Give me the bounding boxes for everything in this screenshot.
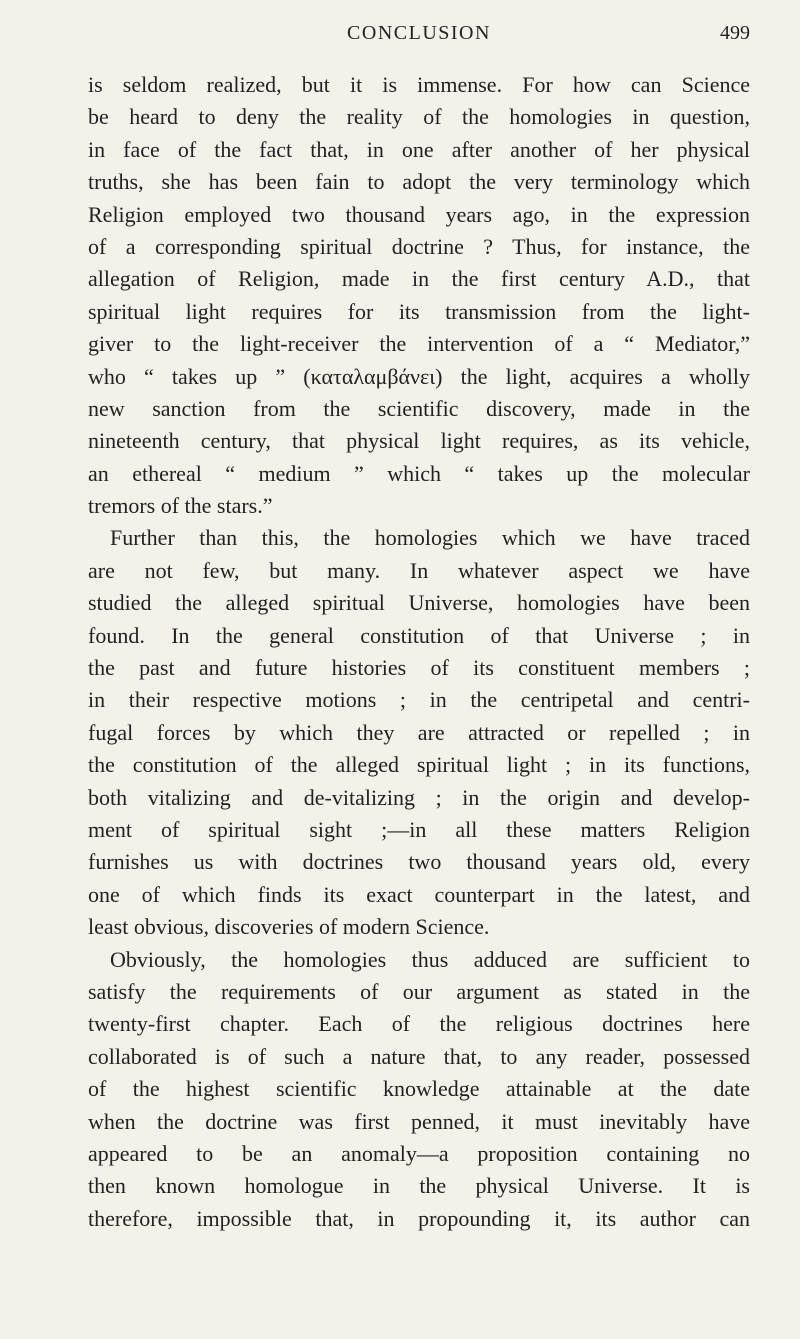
text-line: giver to the light-receiver the intervention of a “ Mediator,” (88, 331, 750, 357)
text-line: one of which finds its exact counterpart in the latest, and (88, 881, 750, 907)
text-line: in face of the fact that, in one after another of her physical (88, 136, 750, 162)
text-line: in their respective motions ; in the centripetal and centri- (88, 687, 750, 713)
text-line: who “ takes up ” (καταλαμβάνει) the light, acquires a wholly (88, 363, 750, 389)
text-line: Religion employed two thousand years ago, in the expression (88, 201, 750, 227)
text-line: be heard to deny the reality of the homologies in question, (88, 104, 750, 130)
text-line: when the doctrine was first penned, it must inevitably have (88, 1108, 750, 1134)
text-line: fugal forces by which they are attracted or repelled ; in (88, 719, 750, 745)
text-line: studied the alleged spiritual Universe, homologies have been (88, 590, 750, 616)
text-line: new sanction from the scientific discovery, made in the (88, 395, 750, 421)
text-line: ment of spiritual sight ;—in all these matters Religion (88, 816, 750, 842)
running-head: CONCLUSION (347, 22, 491, 44)
text-line: therefore, impossible that, in propounding it, its author can (88, 1205, 750, 1231)
text-line: tremors of the stars.” (88, 493, 273, 519)
text-line: collaborated is of such a nature that, to any reader, possessed (88, 1043, 750, 1069)
text-line: allegation of Religion, made in the first century A.D., that (88, 266, 750, 292)
text-line: nineteenth century, that physical light requires, as its vehicle, (88, 428, 750, 454)
text-line: appeared to be an anomaly—a proposition containing no (88, 1140, 750, 1166)
text-line: the past and future histories of its constituent members ; (88, 655, 750, 681)
text-line: spiritual light requires for its transmission from the light- (88, 298, 750, 324)
text-line: truths, she has been fain to adopt the very terminology which (88, 169, 750, 195)
text-line: of a corresponding spiritual doctrine ? Thus, for instance, the (88, 233, 750, 259)
page-header (88, 16, 750, 52)
text-line: then known homologue in the physical Universe. It is (88, 1173, 750, 1199)
text-line: is seldom realized, but it is immense. For how can Science (88, 72, 750, 97)
text-line: of the highest scientific knowledge attainable at the date (88, 1076, 750, 1102)
text-line: Obviously, the homologies thus adduced are sufficient to (110, 946, 750, 972)
text-line: an ethereal “ medium ” which “ takes up the molecular (88, 460, 750, 486)
body-text (88, 69, 750, 1235)
text-line: twenty-first chapter. Each of the religious doctrines here (88, 1011, 750, 1037)
text-line: are not few, but many. In whatever aspect we have (88, 557, 750, 583)
text-line: least obvious, discoveries of modern Science. (88, 914, 490, 940)
text-line: both vitalizing and de-vitalizing ; in the origin and develop- (88, 784, 750, 810)
text-line: satisfy the requirements of our argument as stated in the (88, 978, 750, 1004)
text-line: Further than this, the homologies which we have traced (110, 525, 750, 551)
text-line: the constitution of the alleged spiritual light ; in its functions, (88, 752, 750, 778)
text-line: furnishes us with doctrines two thousand years old, every (88, 849, 750, 875)
page-number: 499 (720, 22, 750, 44)
text-line: found. In the general constitution of that Universe ; in (88, 622, 750, 648)
